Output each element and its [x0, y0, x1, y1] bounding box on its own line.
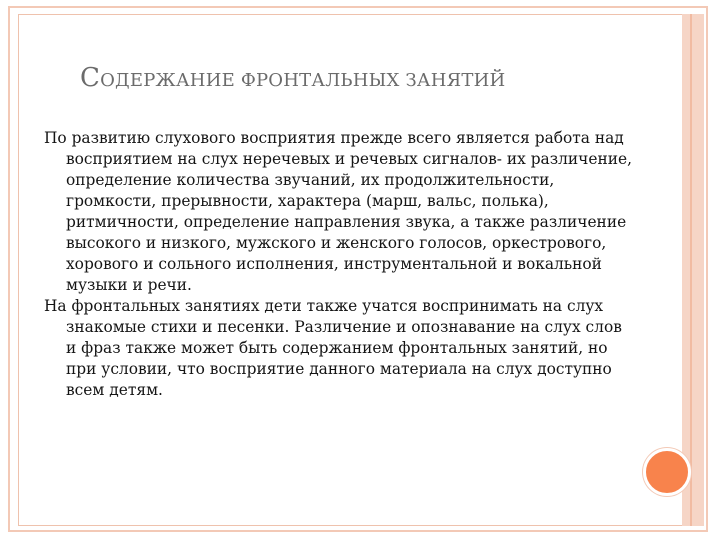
- slide-title-first-letter: С: [80, 63, 101, 93]
- paragraph-frontal-lessons: На фронтальных занятиях дети также учатся воспринимать на слух знакомые стихи и песенки. Различение и опознавание на слух слов и фраз также может быть содержанием фронтальных занятий, но при условии, что восприятие данного материала на слух доступно всем детям.: [44, 297, 622, 399]
- orange-circle-decoration: [643, 448, 691, 496]
- slide-body: [44, 128, 634, 401]
- paragraph-auditory-perception: По развитию слухового восприятия прежде всего является работа над восприятием на слух неречевых и речевых сигналов- их различение, определение количества звучаний, их продолжительности, громкости, прерывности, характера (марш, вальс, полька), ритмичности, определение направления звука, а также различение высокого и низкого, мужского и женского голосов, оркестрового, хорового и сольного исполнения, инструментальной и вокальной музыки и речи.: [44, 129, 632, 294]
- slide-title-rest: ОДЕРЖАНИЕ ФРОНТАЛЬНЫХ ЗАНЯТИЙ: [100, 70, 506, 91]
- slide-title: [80, 56, 505, 94]
- right-decorative-stripe: [682, 14, 704, 526]
- right-stripe-line: [690, 14, 692, 526]
